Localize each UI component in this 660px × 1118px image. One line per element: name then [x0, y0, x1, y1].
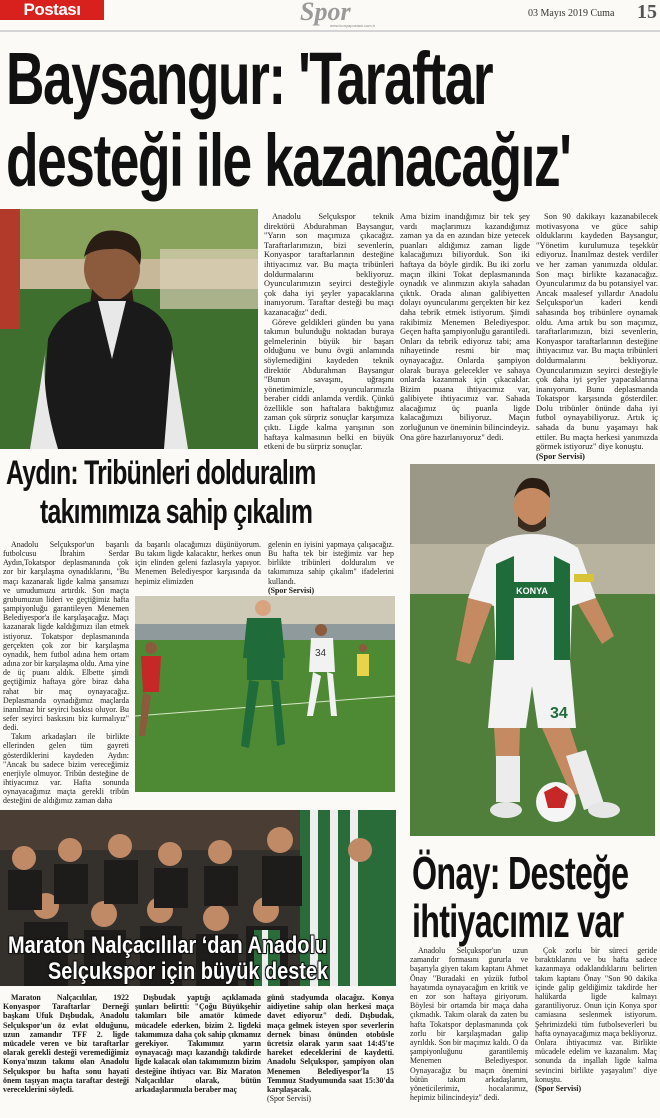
onay-article-paragraph: Anadolu Selçukspor'un uzun zamandır formasını gururla ve başarıyla giyen takım kaptanı Ahmet Önay "Buradaki en yüzük futbol hayatımda oynayacağım en kritik ve en zor son haftaya giriyorum. Böylesi bir ortamda bir maça daha çıkmadık. Takım olarak da zaten bu hafta Tokatspor deplasmanında çok zorlu bir karşılaşmadan galip ayrıldık. Son bir maçımız kaldı. O da şampiyonluğunu garantilemiş Menemen Belediyespor. Oynayacağız bu maçın önemini bütün takım arkadaşlarım, yöneticilerimiz, hocalarımız, hepimiz bilincindeyiz" dedi. [410, 946, 528, 1103]
onay-article-signature: (Spor Servisi) [535, 1084, 582, 1094]
aydin-article-paragraph: gelenin en iyisini yapmaya çalışacağız. Bu hafta tek bir isteğimiz var hep birlikte tribünleri dolduralım ve takımımıza sahip çıkalım" ifadelerini kullandı. [268, 540, 394, 586]
maraton-article-signature: (Spor Servisi) [267, 1094, 312, 1104]
onay-article-col2 [535, 946, 657, 1093]
aydin-article-signature: (Spor Servisi) [268, 585, 315, 595]
maraton-caption-line1: Maraton Nalçacılılar ‘dan Anadolu [8, 932, 328, 959]
main-article-paragraph: Göreve geldikleri günden bu yana takımın bulunduğu noktadan buraya gelmelerinin büyük bir başarı olduğunu ve bunu övgü anlamında söylemediğini kaydeden teknik direktör Abdurahman Baysangur "Bunun savaşını, uğraşını yönetimimizle, oyuncularımızla beraber ciddi anlamda verdik. Çünkü özellikle son haftalara baktığımız zaman çok sürpriz sonuçlar karşımıza çıktı. Ligde kalma yarışının son haftaya kalmasının belki en büyük etkeni de bu sürpriz sonuçlar. [264, 317, 394, 452]
maraton-article-paragraph: Dışbudak yaptığı açıklamada şunları belirtti: "Çoğu Büyükşehir takımları bile amatör kümede mücadele ederken, bizim 2. ligdeki takımımıza daha çok sahip çıkmamız gerekiyor. Takımımız yarın oynayacağı maçı kazandığı takdirde ligde kalacak olan takımımızın bizim desteğine ihtiyacı var. Biz Maraton Nalçacılılar olarak, bütün arkadaşlarımızla beraber maç [135, 993, 261, 1095]
main-article-col3 [536, 212, 658, 461]
main-article-paragraph: Anadolu Selçukspor teknik direktörü Abdurahman Baysangur, "Yarın son maçımıza çıkacağız. Taraftarlarımızın, bizi sevenlerin, Konyaspor taraftarlarının desteğine ihtiyacımız var. Bu maçta tribünleri doldurmalarını bekliyoruz. Oyuncularımızın seyirci desteğiyle çok daha iyi şeyler yapacaklarına inanıyorum. Taraftar desteği bu maçı kazanacağız" dedi. [264, 212, 394, 317]
maraton-article-col2 [135, 993, 261, 1094]
onay-article-paragraph: Çok zorlu bir süreci geride bıraktıklarını ve bu hafta sadece kazanmaya odaklandıklarını belirten takım kaptanı Önay "Son 90 dakika içinde galip geldiğimiz takdirde her halükarda ligde kalmayı garantiliyoruz. Onun için Konya spor camiasına seslenmek istiyorum. Şehrimizdeki tüm futbolseverleri bu hafta oynayacağımız maça bekliyoruz. Onlara ihtiyacımız var. Birlikte mücadele edelim ve kazanalım. Maç sonunda da inşallah ligde kalma sevincini birlikte yaşayalım" diye konuştu. [535, 946, 657, 1084]
player-shorts-number: 34 [550, 705, 568, 722]
maraton-article-paragraph: Maraton Nalçacılılar, 1922 Konyaspor Taraftarlar Derneği başkanı Ufuk Dışbudak, Anadolu Selçukspor'un öz evlat olduğunu, uzun zamandır TFF 2. ligde mücadele veren ve biz taraftarlar olarak gerekli desteği veremediğimiz Konya'mızın takımı olan Anadolu Selçukspor bu hafta sonu hayati önem taşıyan maçta taraftar desteği vereceklerini söyledi. [3, 993, 129, 1095]
aydin-article-paragraph: da başarılı olacağımızı düşünüyorum. Bu takım ligde kalacaktır, herkes onun için elinden geleni fazlasıyla yapıyor. Menemen Belediyespor karşısında da hepimiz elimizden [135, 540, 261, 586]
onay-article-col1 [410, 946, 528, 1102]
player-portrait-photo [410, 464, 655, 836]
onay-headline-line1: Önay: Desteğe [412, 847, 629, 899]
aydin-headline-line2: takımımıza sahip çıkalım [40, 493, 313, 531]
page-number: 15 [637, 1, 657, 23]
header-divider [0, 30, 660, 32]
aydin-headline-line1: Aydın: Tribünleri dolduralım [6, 454, 316, 492]
issue-date: 03 Mayıs 2019 Cuma [528, 8, 615, 19]
main-article-col1 [264, 212, 394, 452]
maraton-article-col1 [3, 993, 129, 1094]
newspaper-logo: Postası [0, 0, 104, 20]
aydin-article-col1 [3, 540, 129, 806]
maraton-article-paragraph: günü stadyumda olacağız. Konya aidiyetine sahip olan herkesi maça davet ediyoruz" dedi. Dışbudak, maça gelmek isteyen spor severlerin dernek binası önünden otobüsle ücretsiz olarak yarın saat 14:45'te hareket edeceklerini de kaydetti. Anadolu Selçukspor, şampiyon olan Menemen Belediyespor'la 15 Temmuz Stadyumunda saat 15:30'da karşılaşacak. [267, 993, 394, 1095]
maraton-article-col3 [267, 993, 394, 1103]
main-headline-line1: Baysangur: 'Taraftar [6, 37, 493, 120]
main-article-paragraph: Ama bizim inandığımız bir tek şey vardı maçlarımızı kazandığımız zaman ya da en azından bize yetecek puanları aldığımız zaman ligde kalacağımızı biliyorduk. Son iki haftaya da böyle girdik. Bu iki zorlu maçın ilkini Tokat deplasmanında oynadık ve alınmızın akıyla sahadan çıktık. Orada alınan galibiyetten dolayı oyuncularımı gerçekten bir kez daha tebrik etmek istiyorum. Şimdi rakibimiz Menemen Belediyespor. Geçen hafta şampiyonluğu garantiledi. Onları da tebrik ediyoruz tabi; ama nihayetinde resmi bir maç oynayacağız. Onlarda şampiyon olarak buraya gelecekler ve sahaya onlarda kazanmak için çıkacaklar. Bizim puana ihtiyacımız var, galibiyete ihtiyacımız var. Sahada alacağımız üç puanla ligde kalacağımızı biliyoruz. Maçın zorluğunun ve öneminin bilincindeyiz. Ona göre hazırlanıyoruz" dedi. [400, 212, 530, 442]
aydin-article-col2 [135, 540, 261, 586]
onay-headline-line2: ihtiyacımız var [412, 895, 624, 947]
section-title: Spor [300, 0, 351, 26]
aydin-article-paragraph: Anadolu Selçukspor'un başarılı futbolcusu İbrahim Serdar Aydın,Tokatspor deplasmanında çok zor bir karşılaşma oynadıklarını, "Bu maçı kazanarak ligde kalma şansımızı ve umudumuzu artırdık. Son maçta grubumuzun lideri ve geçtiğimiz hafta şampiyonluğu garantileyen Menemen Belediyespor'a ile karşılaşacağız. Maçı kazanarak ligde kaldığımızı ilan etmek istiyoruz. Tokatspor deplasmanında gerçekten çok zor bir karşılaşma oynadık, hem futbol adına hem ortam adına zor bir karşılaşma oldu. Ama yine de üç puanı aldık. Elbette şimdi geçtiğimiz haftaya göre biraz daha rahat bir maç oynayacağız. Deplasmanda oynadığımız maçlarda inanılmaz bir seyirci baskısı oluyor. Bu sefer seyirci baskısını biz kurmalıyız" dedi. [3, 540, 129, 733]
maraton-caption-line2: Selçukspor için büyük destek [48, 958, 329, 985]
match-action-photo [135, 596, 395, 792]
main-article-col2 [400, 212, 530, 442]
main-headline-line2: desteği ile kazanacağız' [6, 119, 571, 202]
coach-photo [0, 209, 258, 449]
aydin-article-col3 [268, 540, 394, 595]
aydin-article-paragraph: Takım arkadaşları ile birlikte ellerinden gelen tüm gayreti gösterdiklerini kaydeden Aydın: "Ancak bu sadece bizim vereceğimiz enerjiyle olmuyor. Tribün desteğine de ihtiyacımız var. Hafta sonunda oynayacağımız maçta gerekli tribün desteğini de aldığımız zaman daha [3, 732, 129, 806]
action-jersey-number: 34 [315, 648, 327, 659]
main-article-paragraph: Son 90 dakikayı kazanabilecek motivasyona ve güce sahip olduklarını kaydeden Baysangur, "Yönetim kurulumuza teşekkür ediyoruz. İnanılmaz destek verdiler ve her zaman yanımızda oldular. Son maçı birlikte kazanacağız. Oyuncularımız da bu potansiyel var. Ancak maalesef yıllardır Anadolu Selçukspor'un kaderi kendi sahasında boş tribünlere oynamak oldu. Ama artık bu son maçımız, taraftarlarımızın, bizi sevenlerin, Konyaspor taraftarlarının desteğine ihtiyacımız var. Bu maçta tribünleri doldurmalarını bekliyoruz. Oyuncularımızın seyirci desteğiyle çok daha iyi şeyler yapacaklarına inanıyorum. Bunu deplasmanda Tokatspor karşısında gösterdiler. Dolu tribünler önünde daha iyi futbol oynayabiliyoruz. Artık iç sahada da bunu yaşamayı hak ettiler. Bu maçta herkesi yanımızda görmek istiyoruz" diye konuştu. [536, 212, 658, 452]
kit-sponsor-text: KONYA [516, 586, 548, 596]
main-article-signature: (Spor Servisi) [536, 451, 585, 461]
website-url: www.konyapostasi.com.tr [330, 23, 376, 28]
